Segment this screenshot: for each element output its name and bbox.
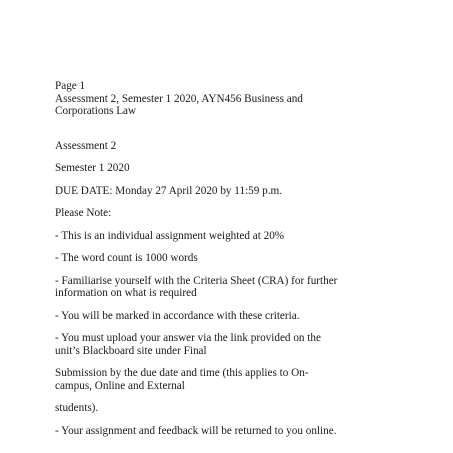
note-upload-line-1: - You must upload your answer via the link provided on the	[55, 332, 321, 344]
document-title-line-1: Assessment 2, Semester 1 2020, AYN456 Business and	[55, 92, 303, 105]
note-submission-line-2: campus, Online and External	[55, 379, 185, 392]
due-date-line: DUE DATE: Monday 27 April 2020 by 11:59 p.m.	[55, 184, 283, 197]
note-upload-line-2: unit’s Blackboard site under Final	[55, 344, 207, 357]
note-submission-line-1: Submission by the due date and time (this applies to On-	[55, 367, 309, 379]
note-individual-assignment: - This is an individual assignment weighted at 20%	[55, 229, 285, 242]
page-label: Page 1	[55, 80, 86, 92]
semester-line: Semester 1 2020	[55, 162, 130, 174]
note-marking-criteria: - You will be marked in accordance with these criteria.	[55, 309, 300, 322]
note-criteria-sheet-line-1: - Familiarise yourself with the Criteria Sheet (CRA) for further	[55, 274, 338, 287]
note-submission-line-3: students).	[55, 402, 99, 414]
document-title-line-2: Corporations Law	[55, 105, 137, 117]
note-feedback-online: - Your assignment and feedback will be returned to you online.	[55, 424, 337, 437]
document-header	[55, 80, 415, 118]
assessment-heading: Assessment 2	[55, 139, 117, 152]
document-body	[55, 80, 415, 437]
note-criteria-sheet-line-2: information on what is required	[55, 287, 197, 299]
please-note-label: Please Note:	[55, 207, 112, 219]
note-word-count: - The word count is 1000 words	[55, 252, 198, 264]
